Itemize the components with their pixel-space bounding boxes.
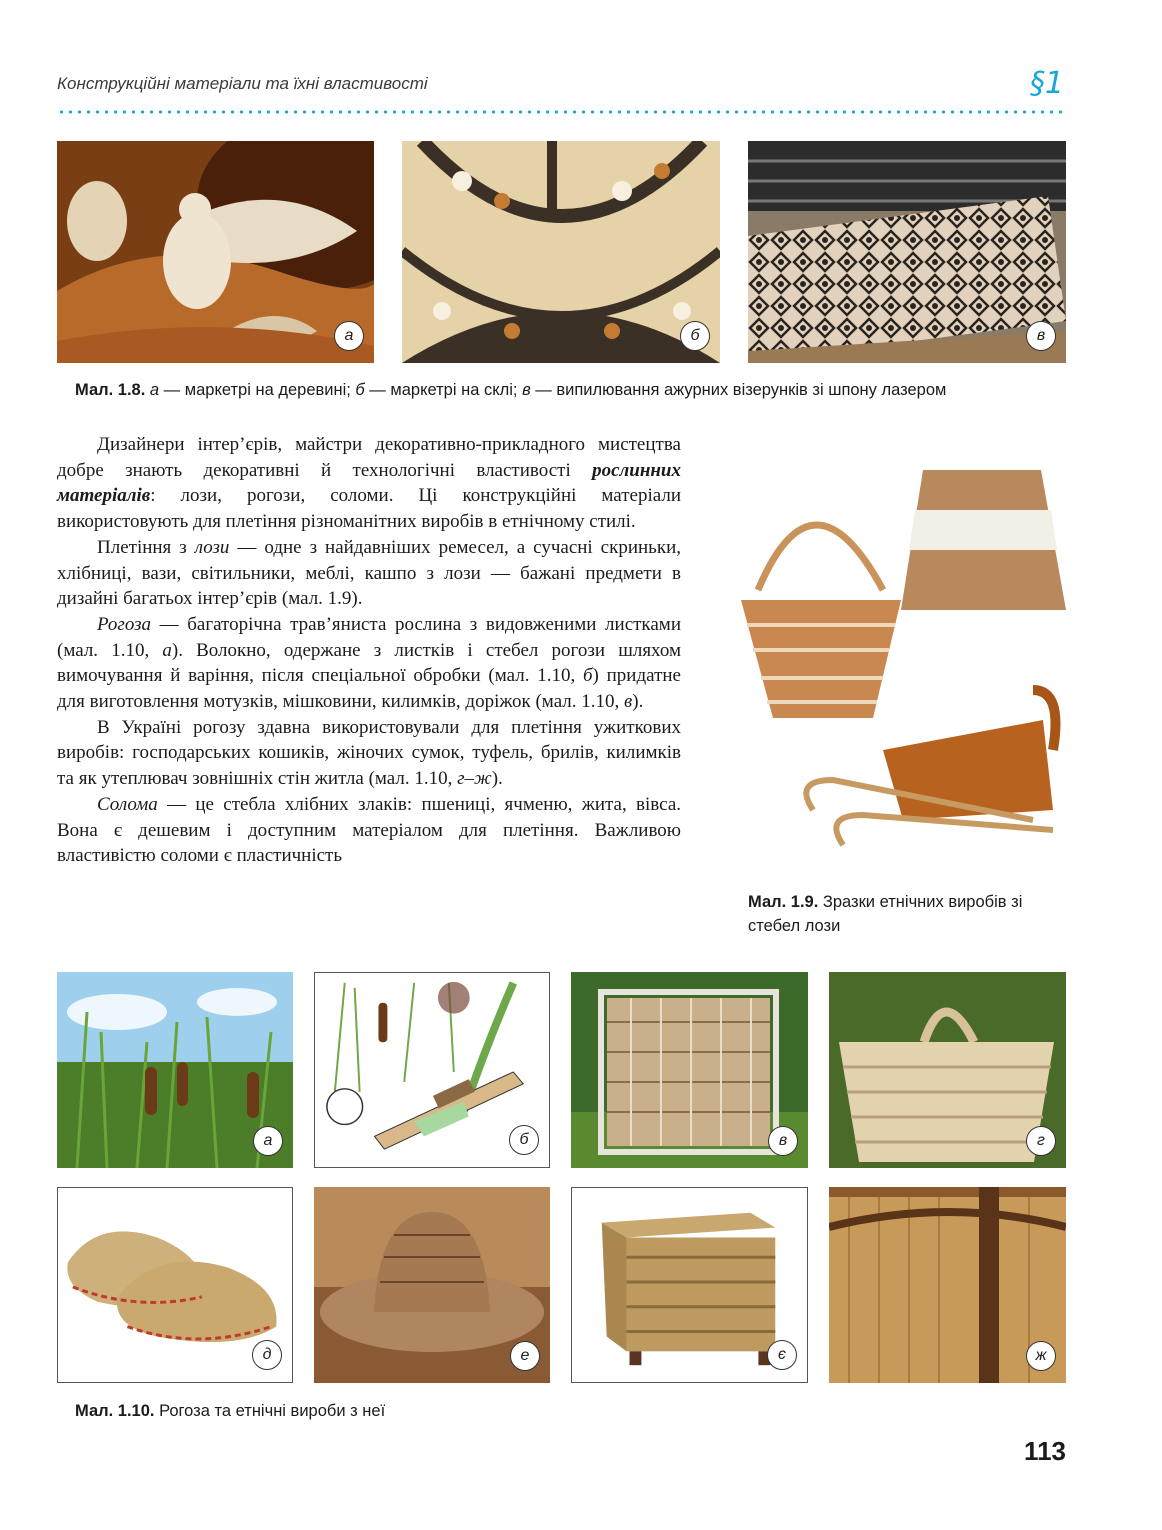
text-run: — багаторічна трав’яниста рослина з видовженими листками (мал. 1.10, — [57, 613, 681, 661]
laser-cut-veneer-photo — [748, 141, 1066, 363]
figure-1-9-caption — [748, 890, 1066, 938]
section-mark: §1 — [1029, 66, 1064, 101]
woven-pouf-photo — [571, 1187, 808, 1383]
figure-letter: а — [162, 639, 172, 661]
caption-text: Рогоза та етнічні вироби з неї — [154, 1402, 386, 1420]
text-run: ). Волокно, одержане з листків і стебел рогози шляхом вимочування й варіння, після спеціальної обробки (мал. 1.10, — [57, 639, 681, 687]
caption-text: — випилювання ажурних візерунків зі шпону лазером — [530, 381, 947, 399]
photo-label-badge: г — [1026, 1126, 1056, 1156]
woven-bag-photo — [829, 972, 1066, 1168]
header-dotted-divider — [57, 110, 1067, 114]
figure-1-8-caption — [75, 381, 946, 400]
term: Солома — [97, 793, 158, 815]
text-run: — це стебла хлібних злаків: пшениці, ячменю, жита, вівса. Вона є дешевим і доступним матеріалом для плетіння. Важливою властивістю соломи є пластичність — [57, 793, 681, 867]
caption-number: Мал. 1.10. — [75, 1402, 155, 1420]
photo-label-badge: є — [767, 1340, 797, 1370]
reed-fence-photo — [829, 1187, 1066, 1383]
text-run: : лози, рогози, соломи. Ці конструкційні матеріали використовують для плетіння різноманітних виробів в етнічному стилі. — [57, 485, 681, 533]
figure-letter: б — [582, 665, 593, 687]
paragraph — [57, 535, 681, 612]
paragraph — [57, 792, 681, 869]
cattail-processing-drawing — [314, 972, 550, 1168]
photo-label-badge: в — [768, 1126, 798, 1156]
running-header-title: Конструкційні матеріали та їхні властивості — [57, 74, 428, 93]
photo-label-badge: ж — [1026, 1341, 1056, 1371]
wicker-products-photo — [733, 450, 1066, 860]
text-run: В Україні рогозу здавна використовували для плетіння ужиткових виробів: господарських кошиків, жіночих сумок, туфель, брилів, килимків та як утеплювач зовнішніх стін житла (мал. 1.10, — [57, 716, 681, 790]
photo-label-badge: а — [334, 321, 364, 351]
text-run: — одне з найдавніших ремесел, а сучасні скриньки, хлібниці, вази, світильники, меблі, кашпо з лози — бажані предмети в дизайні багатьох інтер’єрів (мал. 1.9). — [57, 536, 681, 610]
photo-label-badge: д — [252, 1340, 282, 1370]
photo-label-badge: а — [253, 1126, 283, 1156]
caption-text: — маркетрі на деревині; — [159, 381, 356, 399]
caption-letter: в — [522, 381, 531, 399]
figure-1-10-caption — [75, 1402, 385, 1421]
woven-hat-photo — [314, 1187, 550, 1383]
paragraph — [57, 715, 681, 792]
woven-shoes-photo — [57, 1187, 293, 1383]
caption-text: Зразки етнічних виробів зі стебел лози — [748, 893, 1023, 935]
term: лози — [194, 536, 230, 558]
text-run: Дизайнери інтер’єрів, майстри декоративно-прикладного мистецтва добре знають декоративні й технологічні властивості — [57, 434, 681, 481]
caption-text: — маркетрі на склі; — [364, 381, 523, 399]
figure-letter: в — [624, 691, 633, 713]
term: Рогоза — [97, 613, 151, 635]
paragraph — [57, 612, 681, 715]
weaving-frame-photo — [571, 972, 808, 1168]
cattail-plants-photo — [57, 972, 293, 1168]
figure-letter: г–ж — [457, 768, 492, 790]
marquetry-wood-photo — [57, 141, 374, 363]
caption-letter: а — [149, 381, 160, 399]
text-run: ). — [491, 768, 503, 790]
photo-label-badge: е — [510, 1341, 540, 1371]
term: рослинних матеріалів — [57, 459, 681, 507]
paragraph — [57, 432, 681, 535]
text-run: ) придатне для виготовлення мотузків, мішковини, килимків, доріжок (мал. 1.10, — [57, 665, 681, 713]
marquetry-glass-photo — [402, 141, 720, 363]
caption-number: Мал. 1.8. — [75, 381, 146, 399]
text-run: Плетіння з — [97, 536, 195, 558]
photo-label-badge: б — [509, 1125, 539, 1155]
text-run: ). — [632, 691, 644, 713]
page-number: 113 — [1024, 1436, 1066, 1466]
photo-label-badge: б — [680, 321, 710, 351]
body-text — [57, 432, 681, 869]
caption-number: Мал. 1.9. — [748, 893, 819, 911]
caption-letter: б — [355, 381, 365, 399]
photo-label-badge: в — [1026, 321, 1056, 351]
